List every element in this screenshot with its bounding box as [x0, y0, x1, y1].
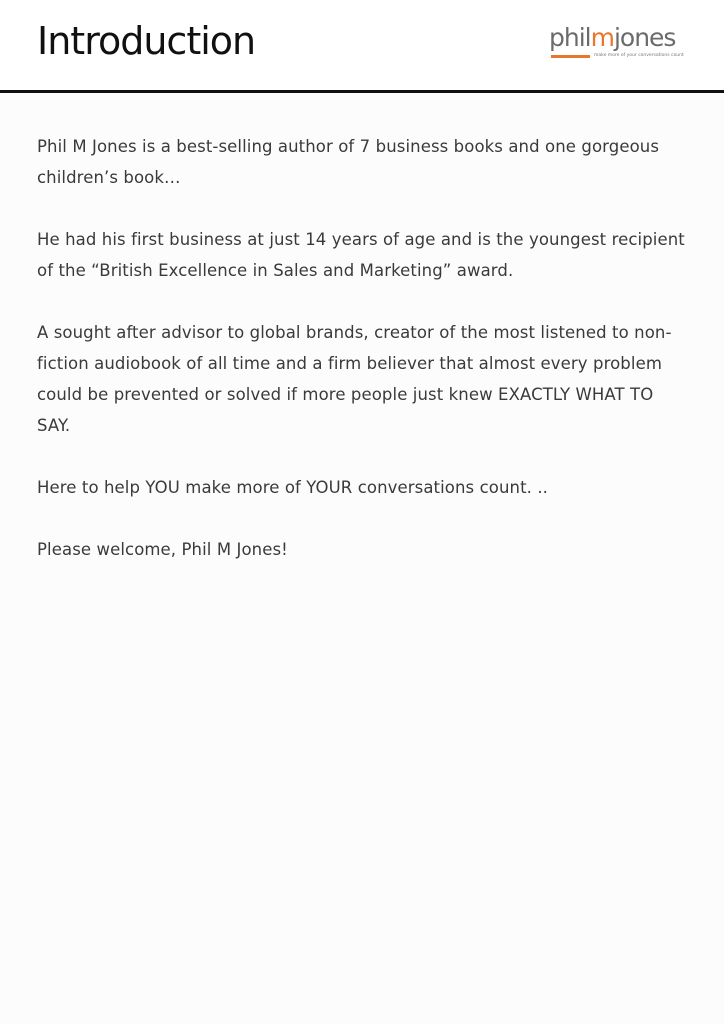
paragraph-help: Here to help YOU make more of YOUR conversations count. ..: [37, 478, 549, 497]
logo-underline: [551, 55, 590, 58]
philmjones-logo: [549, 22, 689, 62]
page-title: Introduction: [37, 19, 256, 63]
page-header: [0, 0, 724, 92]
logo-word-accent: m: [590, 23, 614, 52]
logo-tagline: make more of your conversations count: [594, 53, 684, 58]
logo-word-end: jones: [613, 23, 676, 52]
paragraph-advisor: A sought after advisor to global brands, creator of the most listened to non-fiction audiobook of all time and a firm believer that almost every problem could be prevented or solved if more people just knew EXACTLY WHAT TO SAY.: [37, 323, 672, 435]
paragraph-first-business: He had his first business at just 14 years of age and is the youngest recipient of the “British Excellence in Sales and Marketing” award.: [37, 230, 685, 280]
header-divider: [0, 90, 724, 93]
logo-word-start: phil: [549, 23, 591, 52]
logo-wordmark: [549, 22, 675, 54]
paragraph-author-books: Phil M Jones is a best-selling author of 7 business books and one gorgeous children’s book…: [37, 137, 660, 187]
paragraph-welcome: Please welcome, Phil M Jones!: [37, 540, 288, 559]
introduction-body: [37, 131, 687, 596]
